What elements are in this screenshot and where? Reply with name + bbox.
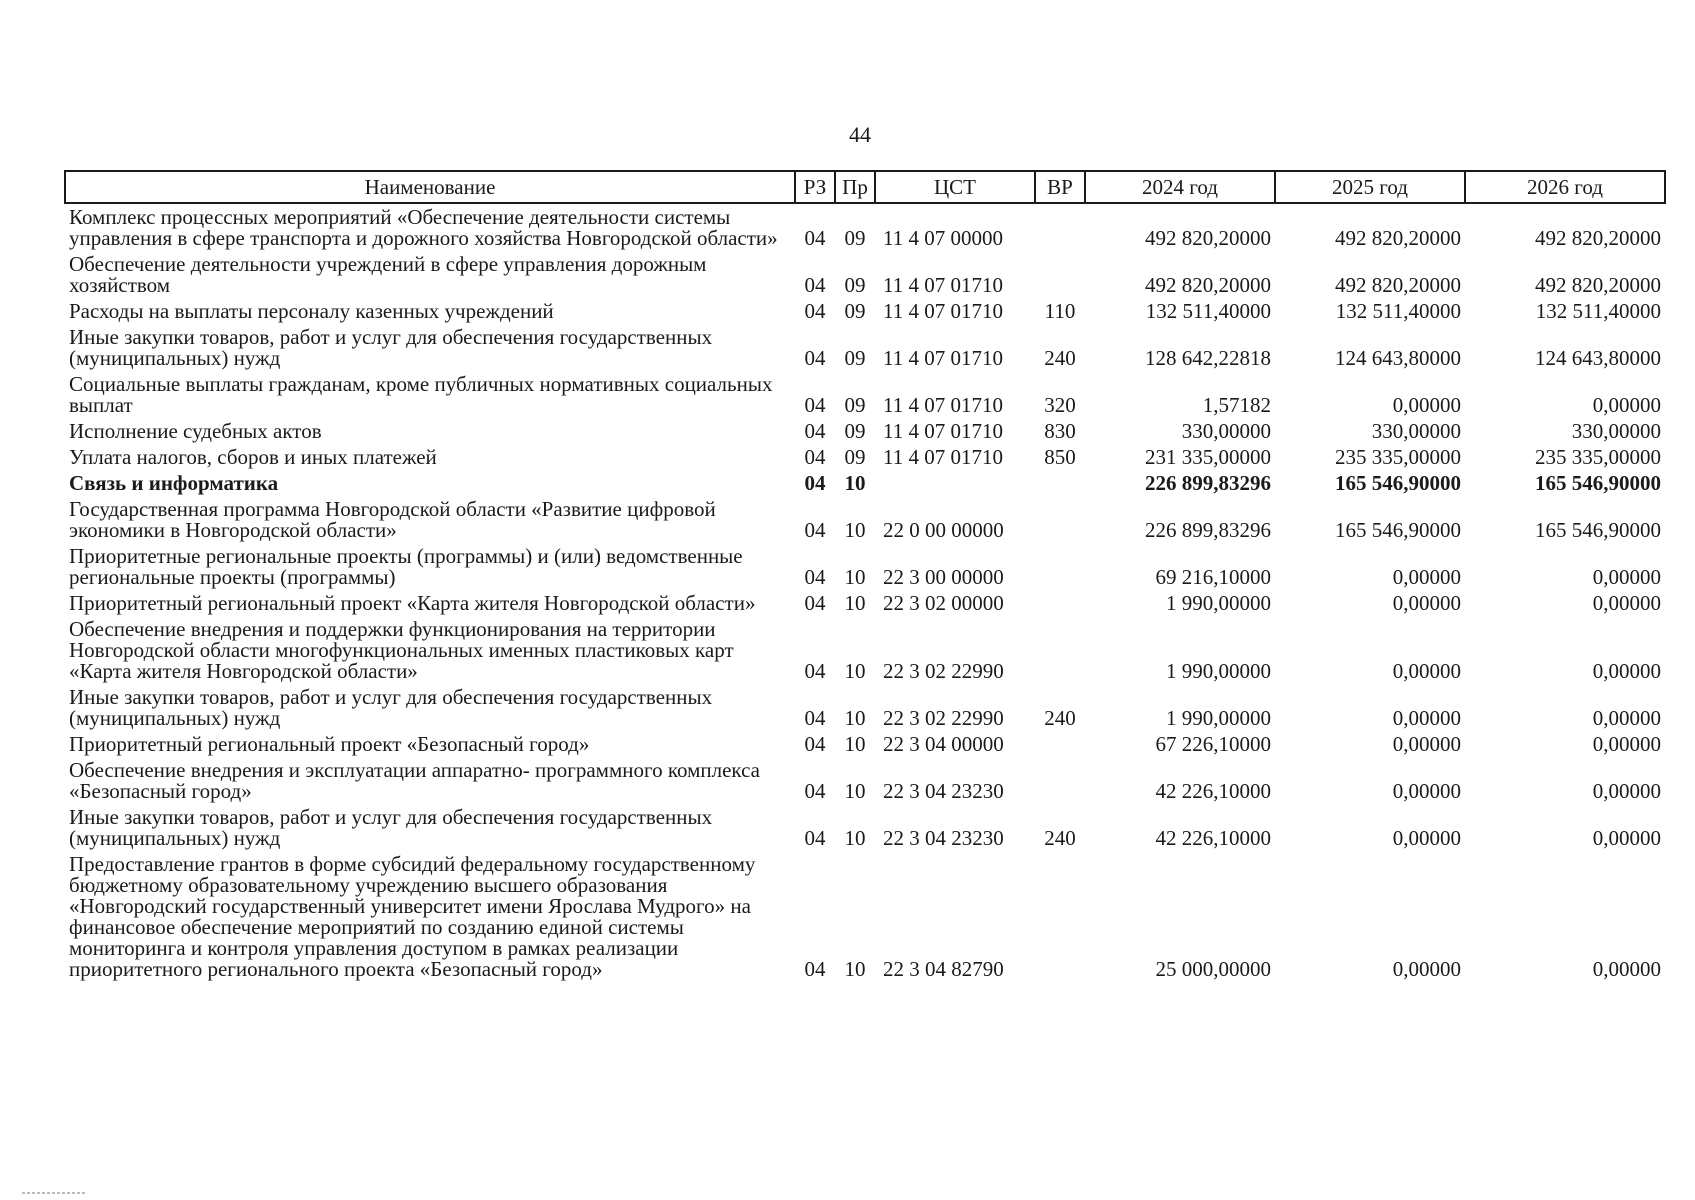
cell-name: Обеспечение внедрения и эксплуатации аппаратно- программного комплекса «Безопасный город»: [69, 758, 760, 803]
cell-y2025: 492 820,20000: [1335, 273, 1461, 297]
cell-y2026: 165 546,90000: [1535, 518, 1661, 542]
header-2026: 2026 год: [1465, 171, 1665, 203]
page-number: 44: [849, 122, 871, 147]
cell-vr: 320: [1044, 393, 1076, 417]
header-rz: РЗ: [795, 171, 835, 203]
cell-name: Государственная программа Новгородской области «Развитие цифровой экономики в Новгородской области»: [69, 497, 716, 542]
cell-pr: 09: [844, 226, 866, 250]
cell-y2024: 231 335,00000: [1145, 445, 1271, 469]
cell-y2024: 1 990,00000: [1166, 659, 1271, 683]
cell-rz: 04: [804, 393, 826, 417]
cell-vr: 830: [1044, 419, 1076, 443]
cell-pr: 10: [844, 659, 866, 683]
cell-name: Исполнение судебных актов: [69, 419, 322, 443]
header-pr: Пр: [835, 171, 875, 203]
cell-pr: 09: [844, 445, 866, 469]
cell-y2024: 25 000,00000: [1155, 957, 1271, 981]
cell-y2026: 330,00000: [1571, 419, 1661, 443]
cell-rz: 04: [804, 659, 826, 683]
table-row: [65, 418, 1665, 444]
table-header: [65, 171, 1665, 203]
cell-y2026: 0,00000: [1592, 591, 1661, 615]
cell-cst: 22 3 04 00000: [883, 732, 1004, 756]
cell-rz: 04: [804, 591, 826, 615]
cell-y2024: 492 820,20000: [1145, 273, 1271, 297]
header-cst: ЦСТ: [875, 171, 1035, 203]
cell-y2025: 132 511,40000: [1335, 299, 1461, 323]
table-row: [65, 444, 1665, 470]
cell-cst: 22 3 02 22990: [883, 659, 1004, 683]
table-row: [65, 324, 1665, 371]
cell-y2025: 0,00000: [1392, 591, 1461, 615]
cell-cst: 22 3 00 00000: [883, 565, 1004, 589]
cell-y2026: 235 335,00000: [1535, 445, 1661, 469]
cell-pr: 09: [844, 393, 866, 417]
cell-pr: 10: [844, 732, 866, 756]
cell-name: Уплата налогов, сборов и иных платежей: [69, 445, 437, 469]
cell-vr: 240: [1044, 346, 1076, 370]
table-row: [65, 251, 1665, 298]
cell-y2024: 69 216,10000: [1155, 565, 1271, 589]
cell-y2024: 132 511,40000: [1145, 299, 1271, 323]
cell-y2025: 0,00000: [1392, 826, 1461, 850]
cell-cst: 11 4 07 00000: [883, 226, 1003, 250]
cell-y2026: 0,00000: [1592, 393, 1661, 417]
cell-cst: 11 4 07 01710: [883, 393, 1003, 417]
cell-name: Комплекс процессных мероприятий «Обеспечение деятельности системы управления в сфере транспорта и дорожного хозяйства Новгородской области»: [69, 205, 778, 250]
cell-cst: 11 4 07 01710: [883, 445, 1003, 469]
cell-cst: 11 4 07 01710: [883, 273, 1003, 297]
cell-vr: 110: [1044, 299, 1076, 323]
table-row: [65, 590, 1665, 616]
table-row: [65, 616, 1665, 684]
table-row: [65, 298, 1665, 324]
cell-cst: 22 3 02 00000: [883, 591, 1004, 615]
scan-artifact: [22, 1192, 86, 1194]
cell-pr: 09: [844, 299, 866, 323]
cell-name: Приоритетный региональный проект «Безопасный город»: [69, 732, 590, 756]
cell-y2025: 492 820,20000: [1335, 226, 1461, 250]
cell-cst: 22 3 04 82790: [883, 957, 1004, 981]
cell-y2026: 0,00000: [1592, 565, 1661, 589]
cell-y2025: 0,00000: [1392, 659, 1461, 683]
cell-vr: [1035, 757, 1085, 804]
cell-y2025: 0,00000: [1392, 706, 1461, 730]
cell-rz: 04: [804, 299, 826, 323]
table-row: [65, 371, 1665, 418]
cell-y2025: 0,00000: [1392, 565, 1461, 589]
cell-y2025: 0,00000: [1392, 957, 1461, 981]
cell-y2026: 0,00000: [1592, 732, 1661, 756]
cell-y2024: 492 820,20000: [1145, 226, 1271, 250]
cell-rz: 04: [804, 518, 826, 542]
cell-pr: 10: [844, 565, 866, 589]
cell-cst: 22 3 04 23230: [883, 826, 1004, 850]
table-row: [65, 731, 1665, 757]
cell-rz: 04: [804, 419, 826, 443]
table-row: [65, 470, 1665, 496]
cell-y2024: 42 226,10000: [1155, 826, 1271, 850]
cell-pr: 09: [844, 346, 866, 370]
cell-vr: [1035, 470, 1085, 496]
cell-y2024: 1,57182: [1202, 393, 1271, 417]
cell-y2026: 0,00000: [1592, 659, 1661, 683]
cell-y2025: 165 546,90000: [1335, 471, 1461, 495]
cell-vr: 850: [1044, 445, 1076, 469]
cell-name: Приоритетный региональный проект «Карта жителя Новгородской области»: [69, 591, 756, 615]
cell-cst: 22 3 04 23230: [883, 779, 1004, 803]
cell-y2025: 0,00000: [1392, 779, 1461, 803]
cell-name: Предоставление грантов в форме субсидий федеральному государственному бюджетному образовательному учреждению высшего образования «Новгородский государственный университет имени Ярослава Мудрого» на финансовое обеспечение мероприятий по созданию единой системы мониторинга и контроля управления доступом в рамках реализации приоритетного регионального проекта «Безопасный город»: [69, 852, 756, 981]
cell-y2026: 0,00000: [1592, 957, 1661, 981]
cell-pr: 10: [844, 957, 866, 981]
cell-y2026: 165 546,90000: [1535, 471, 1661, 495]
table-row: [65, 804, 1665, 851]
cell-vr: [1035, 616, 1085, 684]
cell-rz: 04: [804, 445, 826, 469]
cell-rz: 04: [804, 346, 826, 370]
cell-vr: [1035, 590, 1085, 616]
table-body: [65, 203, 1665, 982]
cell-vr: 240: [1044, 706, 1076, 730]
cell-name: Расходы на выплаты персоналу казенных учреждений: [69, 299, 554, 323]
cell-pr: 10: [844, 591, 866, 615]
table-row: [65, 543, 1665, 590]
cell-name: Иные закупки товаров, работ и услуг для обеспечения государственных (муниципальных) нужд: [69, 325, 713, 370]
header-2025: 2025 год: [1275, 171, 1465, 203]
table-row: [65, 203, 1665, 251]
cell-rz: 04: [804, 471, 826, 495]
cell-vr: [1035, 251, 1085, 298]
cell-cst: 11 4 07 01710: [883, 419, 1003, 443]
header-2024: 2024 год: [1085, 171, 1275, 203]
table-row: [65, 851, 1665, 982]
cell-vr: [1035, 731, 1085, 757]
cell-y2024: 42 226,10000: [1155, 779, 1271, 803]
cell-name: Обеспечение деятельности учреждений в сфере управления дорожным хозяйством: [69, 252, 707, 297]
cell-y2026: 124 643,80000: [1535, 346, 1661, 370]
cell-y2025: 235 335,00000: [1335, 445, 1461, 469]
cell-name: Иные закупки товаров, работ и услуг для обеспечения государственных (муниципальных) нужд: [69, 805, 713, 850]
cell-pr: 10: [844, 518, 866, 542]
cell-y2026: 0,00000: [1592, 779, 1661, 803]
cell-name: Социальные выплаты гражданам, кроме публичных нормативных социальных выплат: [69, 372, 773, 417]
cell-vr: [1035, 543, 1085, 590]
cell-pr: 10: [844, 706, 866, 730]
cell-rz: 04: [804, 565, 826, 589]
cell-y2025: 165 546,90000: [1335, 518, 1461, 542]
cell-y2024: 226 899,83296: [1145, 471, 1271, 495]
cell-y2025: 0,00000: [1392, 732, 1461, 756]
cell-cst: 11 4 07 01710: [883, 346, 1003, 370]
cell-name: Связь и информатика: [69, 471, 279, 495]
table-row: [65, 757, 1665, 804]
cell-y2025: 330,00000: [1371, 419, 1461, 443]
cell-pr: 09: [844, 419, 866, 443]
header-vr: ВР: [1035, 171, 1085, 203]
cell-y2024: 330,00000: [1181, 419, 1271, 443]
cell-y2024: 1 990,00000: [1166, 591, 1271, 615]
cell-pr: 10: [844, 826, 866, 850]
cell-rz: 04: [804, 273, 826, 297]
cell-pr: 10: [844, 471, 866, 495]
cell-rz: 04: [804, 957, 826, 981]
cell-cst: [875, 470, 1035, 496]
cell-y2025: 124 643,80000: [1335, 346, 1461, 370]
cell-cst: 11 4 07 01710: [883, 299, 1003, 323]
cell-y2026: 492 820,20000: [1535, 226, 1661, 250]
cell-vr: [1035, 203, 1085, 251]
table-row: [65, 684, 1665, 731]
cell-y2024: 67 226,10000: [1155, 732, 1271, 756]
cell-y2024: 128 642,22818: [1145, 346, 1271, 370]
header-name: Наименование: [65, 171, 795, 203]
cell-pr: 09: [844, 273, 866, 297]
cell-rz: 04: [804, 732, 826, 756]
cell-vr: [1035, 851, 1085, 982]
cell-y2026: 0,00000: [1592, 826, 1661, 850]
cell-y2026: 0,00000: [1592, 706, 1661, 730]
cell-vr: 240: [1044, 826, 1076, 850]
cell-name: Обеспечение внедрения и поддержки функционирования на территории Новгородской области многофункциональных именных пластиковых карт «Карта жителя Новгородской области»: [69, 617, 734, 683]
cell-y2024: 1 990,00000: [1166, 706, 1271, 730]
budget-table: [64, 170, 1666, 982]
cell-rz: 04: [804, 226, 826, 250]
cell-rz: 04: [804, 706, 826, 730]
cell-rz: 04: [804, 779, 826, 803]
cell-rz: 04: [804, 826, 826, 850]
cell-name: Иные закупки товаров, работ и услуг для обеспечения государственных (муниципальных) нужд: [69, 685, 713, 730]
table-row: [65, 496, 1665, 543]
cell-name: Приоритетные региональные проекты (программы) и (или) ведомственные региональные проекты (программы): [69, 544, 743, 589]
cell-cst: 22 3 02 22990: [883, 706, 1004, 730]
cell-y2026: 132 511,40000: [1535, 299, 1661, 323]
cell-y2026: 492 820,20000: [1535, 273, 1661, 297]
cell-pr: 10: [844, 779, 866, 803]
cell-y2025: 0,00000: [1392, 393, 1461, 417]
cell-y2024: 226 899,83296: [1145, 518, 1271, 542]
cell-cst: 22 0 00 00000: [883, 518, 1004, 542]
cell-vr: [1035, 496, 1085, 543]
